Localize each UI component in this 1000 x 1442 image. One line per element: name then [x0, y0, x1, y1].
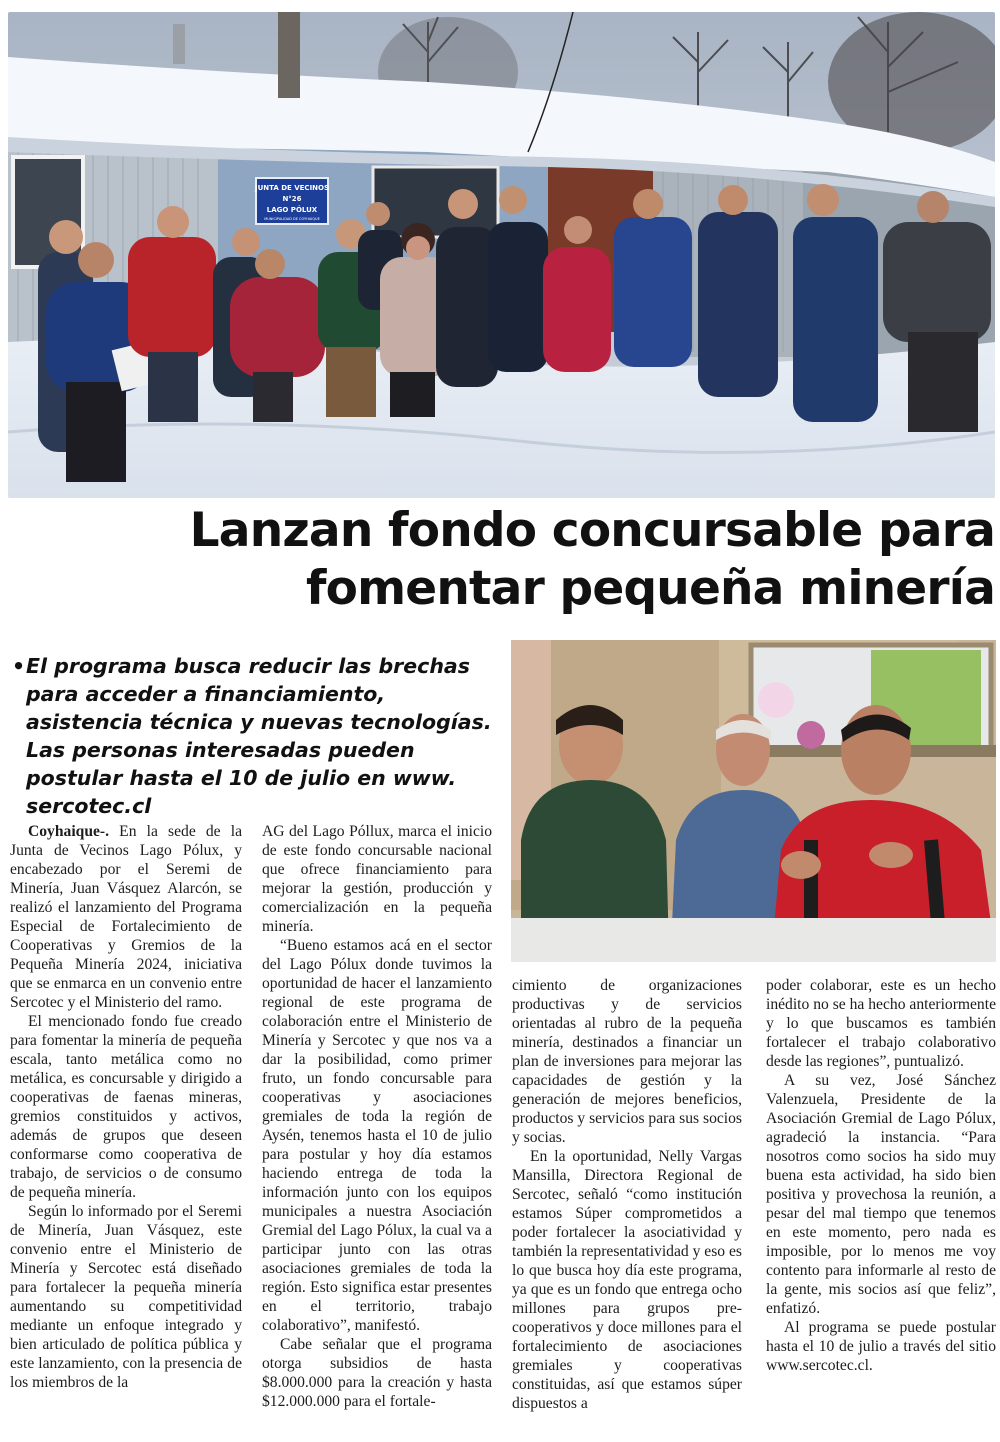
article-paragraph-5-cont: cimiento de organizaciones productivas y de servicios orientadas al rubro de la pequeña minería, destinados a financiar un plan de inversiones para mejorar las capacidades de gestión y la generación de mejores beneficios, productos y servicios para sus socios y socias. — [512, 977, 742, 1146]
headline-line-2: fomentar pequeña minería — [305, 561, 995, 616]
headline — [180, 502, 995, 618]
sign-line-3: LAGO PÓLUX — [266, 206, 318, 214]
article-column-4 — [766, 976, 996, 1375]
dateline: Coyhaique-. — [28, 823, 110, 840]
sign-line-1: JUNTA DE VECINOS — [254, 184, 330, 192]
article-paragraph-8: Al programa se puede postular hasta el 10 de julio a través del sitio www.sercotec.cl. — [766, 1319, 996, 1374]
sign-line-4: MUNICIPALIDAD DE COYHAIQUE — [264, 217, 320, 221]
article-paragraph-2: El mencionado fondo fue creado para fomentar la minería de pequeña escala, tanto metálica como no metálica, es concursable y dirigido a cooperativas de faenas mineras, gremios constituidos y activos, además de grupos que deseen conformarse como cooperativa de trabajo, de servicios o de consumo de pequeña minería. — [10, 1013, 242, 1201]
article-paragraph-3: Según lo informado por el Seremi de Minería, Juan Vásquez, este convenio entre el Ministerio de Minería y Sercotec está diseñado para fortalecer la pequeña minería aumentando su competitividad mediante un enfoque integrado y bien articulado de política pública y este lanzamiento, con la presencia de los miembros de la — [10, 1203, 242, 1391]
article-paragraph-4: “Bueno estamos acá en el sector del Lago Pólux donde tuvimos la oportunidad de hacer el lanzamiento regional de este programa de colaboración entre el Ministerio de Minería y Sercotec y que nos va a dar la posibilidad, como primer fruto, un fondo concursable para cooperativas y asociaciones gremiales de toda la región de Aysén, tenemos hasta el 10 de julio para postular y hoy día estamos haciendo entrega de toda la información junto con los equipos municipales a nuestra Asociación Gremial del Lago Pólux, la cual va a participar junto con las otras asociaciones gremiales de toda la región. Esto significa estar presentes en el territorio, trabajo colaborativo”, manifestó. — [262, 937, 492, 1334]
article-column-2 — [262, 822, 492, 1411]
article-paragraph-1: En la sede de la Junta de Vecinos Lago Pólux, y encabezado por el Seremi de Minería, Juan Vásquez Alarcón, se realizó el lanzamiento del Programa Especial de Fortalecimiento de Cooperativas y Gremios de la Pequeña Minería 2024, iniciativa que se enmarca en un convenio entre Sercotec y el Ministerio del ramo. — [10, 823, 242, 1011]
headline-line-1: Lanzan fondo concursable para — [189, 503, 995, 558]
article-column-3 — [512, 976, 742, 1413]
group-photo — [8, 12, 995, 498]
lead-text: El programa busca reducir las brechas para acceder a financiamiento, asistencia técnica y nuevas tecnologías. Las personas interesadas pueden postular hasta el 10 de julio en www. sercotec.cl — [26, 654, 492, 818]
article-paragraph-6: En la oportunidad, Nelly Vargas Mansilla, Directora Regional de Sercotec, señaló “como institución estamos Súper comprometidos a poder fortalecer la asociatividad y también la representatividad y eso es lo que busca hoy día este programa, ya que es un fondo que entrega ocho millones para grupos pre-cooperativos y doce millones para el fortalecimiento de asociaciones gremiales y cooperativas constituidas, así que estamos súper dispuestos a — [512, 1148, 742, 1412]
article-paragraph-6-cont: poder colaborar, este es un hecho inédito no se ha hecho anteriormente y lo que buscamos es también fortalecer el trabajo colaborativo desde las regiones”, puntualizó. — [766, 977, 996, 1070]
article-paragraph-5: Cabe señalar que el programa otorga subsidios de hasta $8.000.000 para la creación y hasta $12.000.000 para el fortale- — [262, 1336, 492, 1410]
article-paragraph-3-cont: AG del Lago Póllux, marca el inicio de este fondo concursable nacional que ofrece financiamiento para mejorar la gestión, producción y comercialización en la pequeña minería. — [262, 823, 492, 935]
lead-summary — [12, 652, 500, 820]
article-paragraph-7: A su vez, José Sánchez Valenzuela, Presidente de la Asociación Gremial de Lago Pólux, agradeció la instancia. “Para nosotros como socios ha sido muy buena esta actividad, ha sido bien positiva y provechosa la reunión, a pesar del mal tiempo que tenemos en este momento, pero nada es imposible, por lo menos me voy contento para informarle al resto de la gente, mis socios así que feliz”, enfatizó. — [766, 1072, 996, 1317]
bullet-icon: • — [12, 654, 26, 678]
meeting-photo — [511, 640, 996, 962]
sign-line-2: N°26 — [282, 195, 302, 203]
article-column-1 — [10, 822, 242, 1392]
